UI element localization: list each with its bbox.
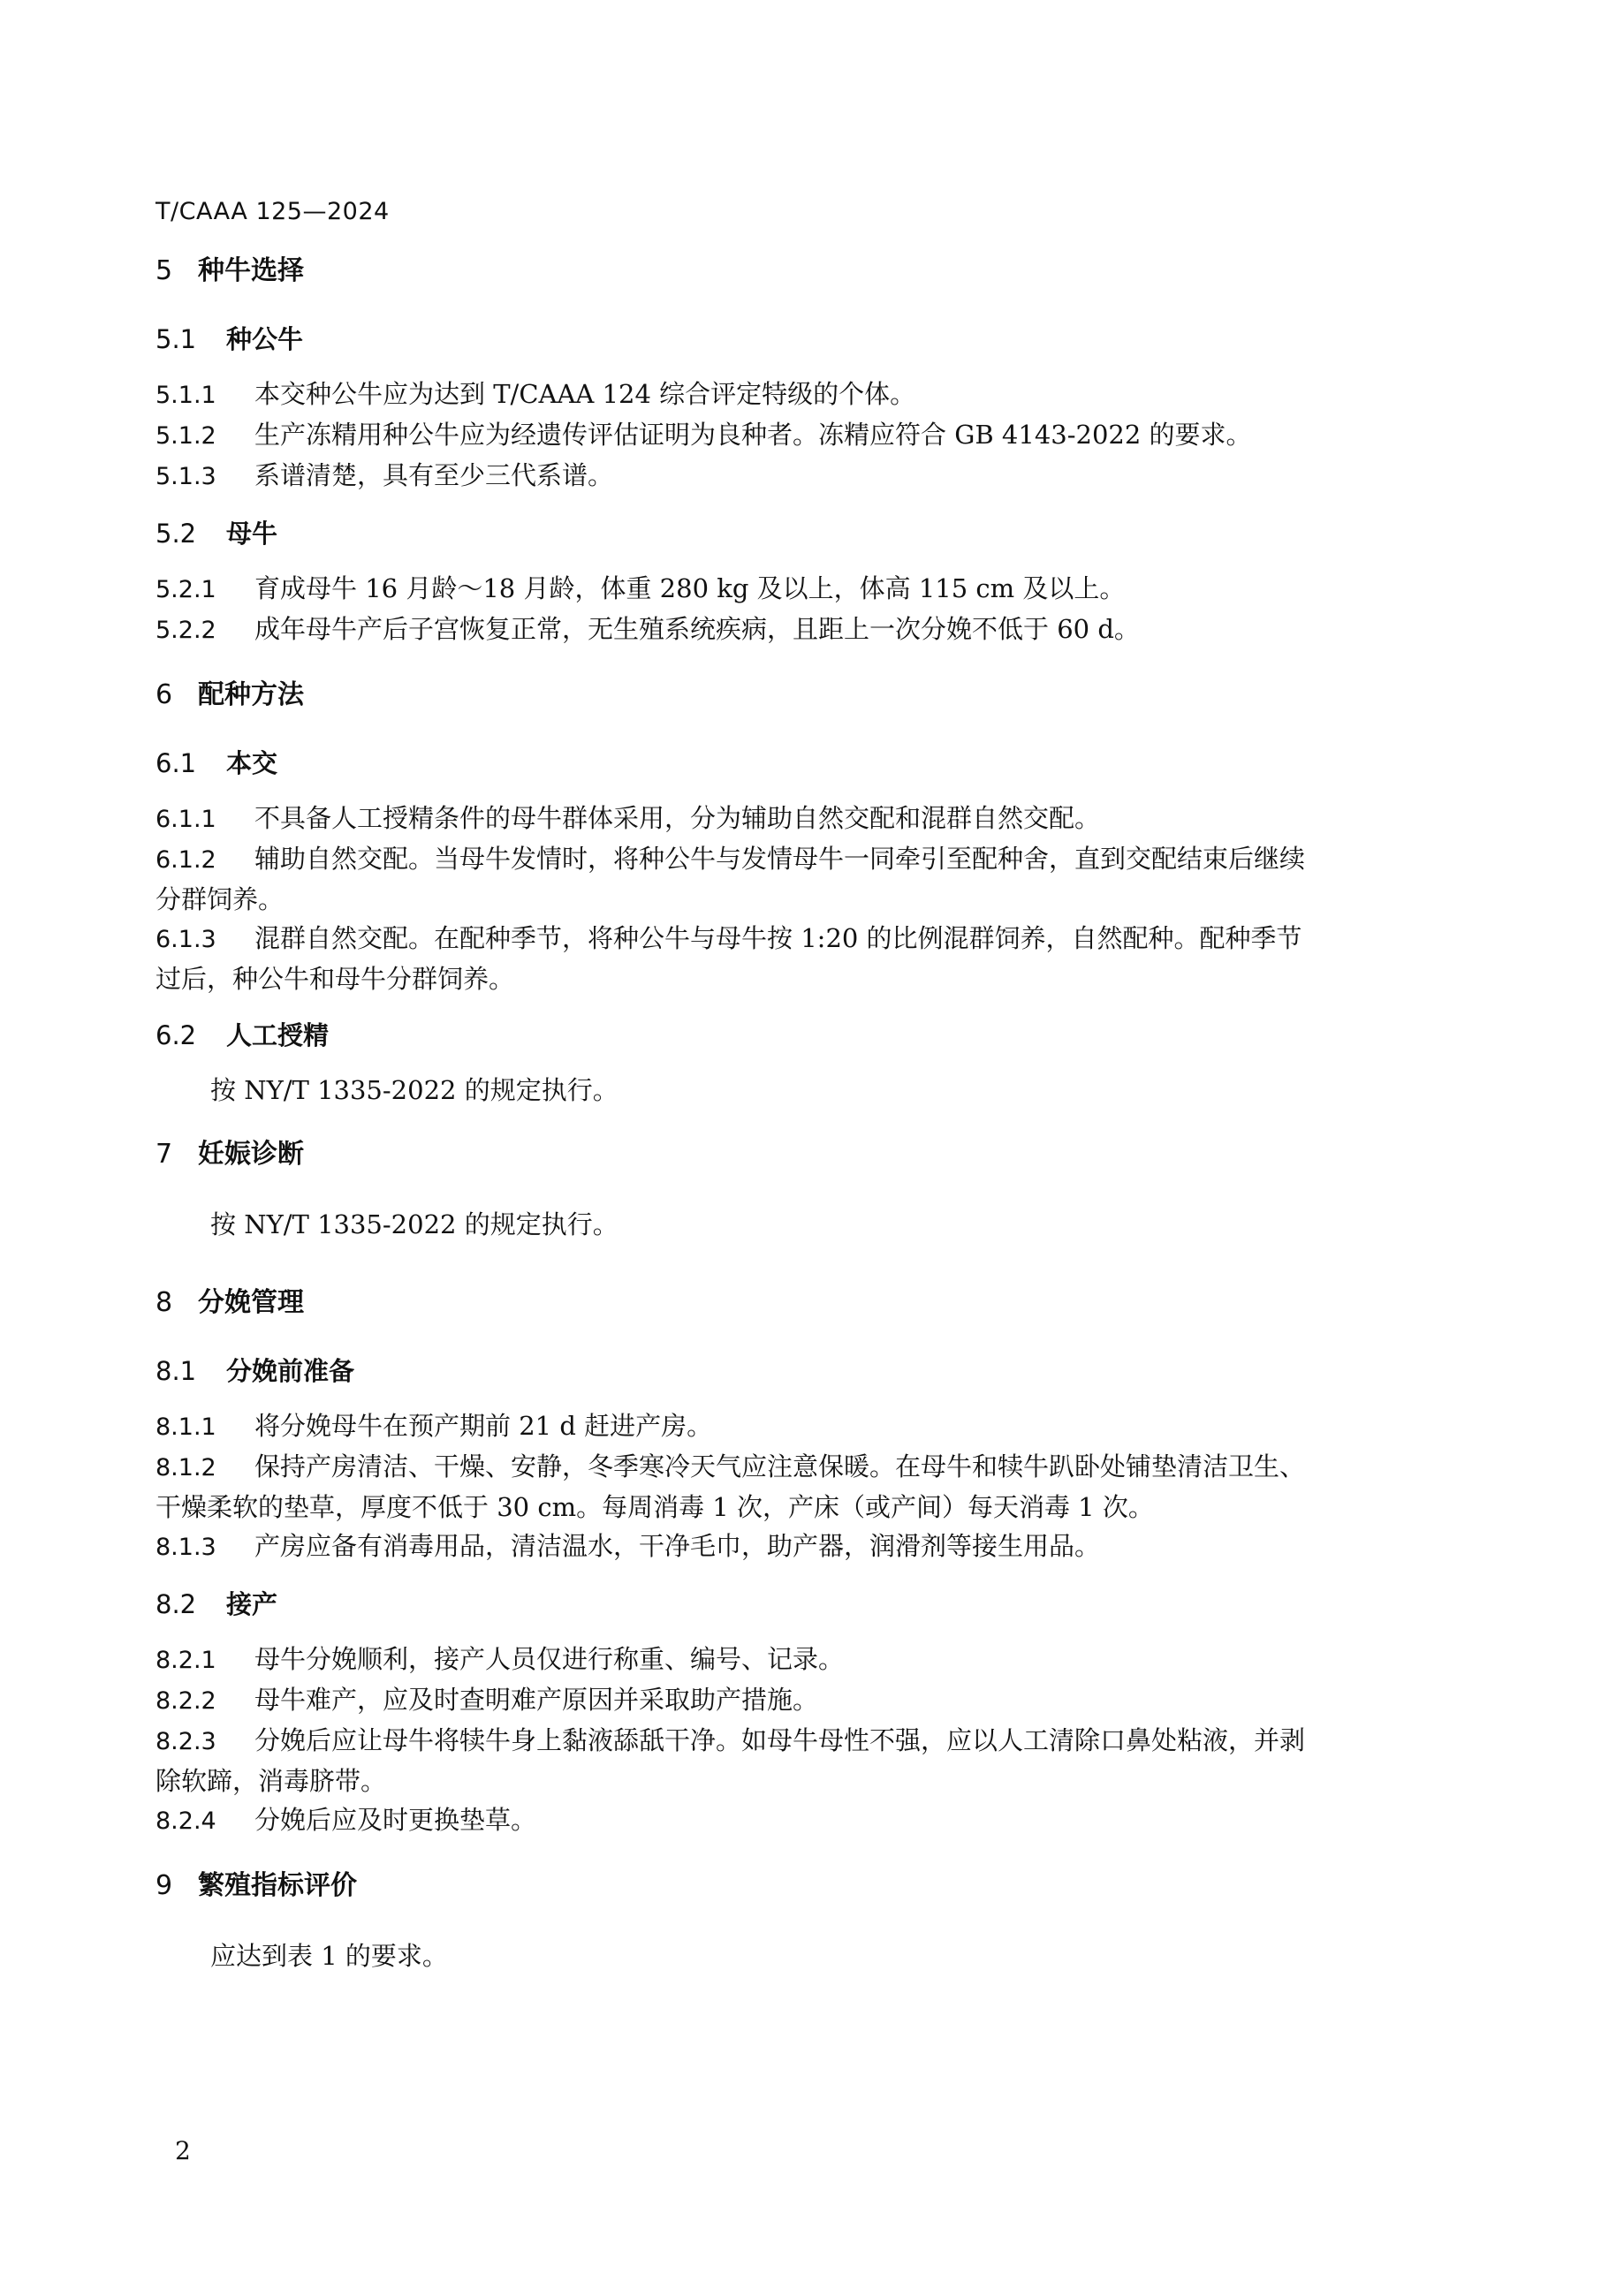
clause-number: 8.2.2 (156, 1687, 216, 1715)
section-title: 配种方法 (198, 679, 304, 710)
section-title: 分娩管理 (198, 1287, 304, 1318)
section-number: 6.1 (156, 748, 197, 778)
clause-8-2-2 (156, 1680, 1463, 1721)
clause-text: 系谱清楚，具有至少三代系谱。 (254, 460, 614, 490)
clause-number: 8.2.1 (156, 1647, 216, 1674)
clause-number: 6.1.3 (156, 926, 216, 953)
clause-8-2-4 (156, 1800, 1463, 1841)
section-title: 母牛 (226, 519, 278, 549)
section-8-heading (156, 1284, 1463, 1322)
clause-number: 8.2.3 (156, 1728, 216, 1755)
clause-number: 5.2.2 (156, 617, 216, 644)
clause-text: 育成母牛 16 月龄～18 月龄，体重 280 kg 及以上，体高 115 cm 及以上。 (254, 573, 1126, 603)
section-6-heading (156, 677, 1463, 714)
section-6-2-paragraph: 按 NY/T 1335-2022 的规定执行。 (210, 1075, 618, 1105)
clause-8-1-3 (156, 1527, 1463, 1567)
section-5-1-heading (156, 322, 1463, 357)
clause-5-2-1 (156, 569, 1463, 610)
section-title: 本交 (226, 748, 278, 778)
clause-text: 成年母牛产后子宫恢复正常，无生殖系统疾病，且距上一次分娩不低于 60 d。 (254, 614, 1140, 644)
clause-number: 5.1.1 (156, 382, 216, 409)
clause-number: 5.2.1 (156, 576, 216, 603)
clause-text: 将分娩母牛在预产期前 21 d 赶进产房。 (254, 1411, 713, 1441)
clause-6-1-3 (156, 919, 1463, 959)
section-number: 8.1 (156, 1356, 197, 1386)
section-8-2-heading (156, 1587, 1463, 1622)
section-8-1-heading (156, 1353, 1463, 1389)
clause-8-1-2 (156, 1447, 1463, 1488)
section-number: 5.1 (156, 324, 197, 354)
section-7-heading (156, 1136, 1463, 1173)
clause-text: 混群自然交配。在配种季节，将种公牛与母牛按 1:20 的比例混群饲养，自然配种。配种季节 (254, 923, 1302, 953)
clause-number: 6.1.2 (156, 846, 216, 874)
clause-8-1-1 (156, 1406, 1463, 1447)
clause-number: 5.1.2 (156, 422, 216, 450)
section-9-paragraph: 应达到表 1 的要求。 (210, 1941, 448, 1971)
section-title: 种牛选择 (198, 255, 304, 286)
clause-5-1-1 (156, 375, 1463, 415)
document-id: T/CAAA 125—2024 (156, 198, 390, 225)
section-5-2-heading (156, 516, 1463, 551)
section-9-heading (156, 1868, 1463, 1905)
section-title: 种公牛 (226, 324, 304, 354)
clause-8-2-3-continued: 除软蹄，消毒脐带。 (156, 1766, 387, 1796)
section-number: 7 (156, 1139, 173, 1170)
clause-text: 母牛分娩顺利，接产人员仅进行称重、编号、记录。 (254, 1644, 845, 1674)
section-6-2-heading (156, 1018, 1463, 1053)
clause-5-1-2 (156, 415, 1463, 456)
section-title: 繁殖指标评价 (198, 1870, 357, 1901)
section-7-paragraph: 按 NY/T 1335-2022 的规定执行。 (210, 1209, 618, 1239)
section-number: 9 (156, 1870, 173, 1901)
section-number: 5.2 (156, 519, 197, 549)
clause-text: 不具备人工授精条件的母牛群体采用，分为辅助自然交配和混群自然交配。 (254, 803, 1101, 833)
clause-number: 8.1.3 (156, 1534, 216, 1561)
section-title: 分娩前准备 (226, 1356, 355, 1386)
clause-5-2-2 (156, 610, 1463, 650)
clause-number: 5.1.3 (156, 463, 216, 490)
section-title: 人工授精 (226, 1020, 330, 1050)
clause-text: 产房应备有消毒用品，清洁温水，干净毛巾，助产器，润滑剂等接生用品。 (254, 1531, 1101, 1561)
clause-text: 分娩后应让母牛将犊牛身上黏液舔舐干净。如母牛母性不强，应以人工清除口鼻处粘液，并剥 (254, 1725, 1306, 1755)
section-6-1-heading (156, 746, 1463, 781)
document-body (156, 253, 1463, 1975)
clause-8-2-1 (156, 1640, 1463, 1680)
clause-number: 8.2.4 (156, 1807, 216, 1835)
section-number: 6 (156, 679, 173, 710)
section-number: 8.2 (156, 1589, 197, 1619)
section-title: 接产 (226, 1589, 278, 1619)
clause-text: 母牛难产，应及时查明难产原因并采取助产措施。 (254, 1685, 819, 1715)
section-number: 6.2 (156, 1020, 197, 1050)
section-title: 妊娠诊断 (198, 1139, 304, 1170)
clause-number: 8.1.1 (156, 1413, 216, 1441)
clause-5-1-3 (156, 456, 1463, 496)
clause-text: 保持产房清洁、干燥、安静，冬季寒冷天气应注意保暖。在母牛和犊牛趴卧处铺垫清洁卫生、 (254, 1451, 1306, 1481)
clause-8-2-3 (156, 1721, 1463, 1762)
clause-text: 本交种公牛应为达到 T/CAAA 124 综合评定特级的个体。 (254, 379, 916, 409)
clause-text: 生产冻精用种公牛应为经遗传评估证明为良种者。冻精应符合 GB 4143-2022 的要求。 (254, 420, 1252, 450)
clause-number: 6.1.1 (156, 806, 216, 833)
clause-8-1-2-continued: 干燥柔软的垫草，厚度不低于 30 cm。每周消毒 1 次，产床（或产间）每天消毒 1 次。 (156, 1492, 1154, 1522)
clause-6-1-3-continued: 过后，种公牛和母牛分群饲养。 (156, 964, 515, 994)
section-number: 5 (156, 255, 173, 286)
clause-6-1-2-continued: 分群饲养。 (156, 884, 285, 914)
clause-text: 分娩后应及时更换垫草。 (254, 1805, 537, 1835)
clause-6-1-2 (156, 839, 1463, 880)
clause-6-1-1 (156, 799, 1463, 839)
clause-text: 辅助自然交配。当母牛发情时，将种公牛与发情母牛一同牵引至配种舍，直到交配结束后继续 (254, 844, 1306, 874)
section-5-heading (156, 253, 1463, 290)
page-number: 2 (175, 2136, 191, 2165)
section-number: 8 (156, 1287, 173, 1318)
clause-number: 8.1.2 (156, 1454, 216, 1481)
